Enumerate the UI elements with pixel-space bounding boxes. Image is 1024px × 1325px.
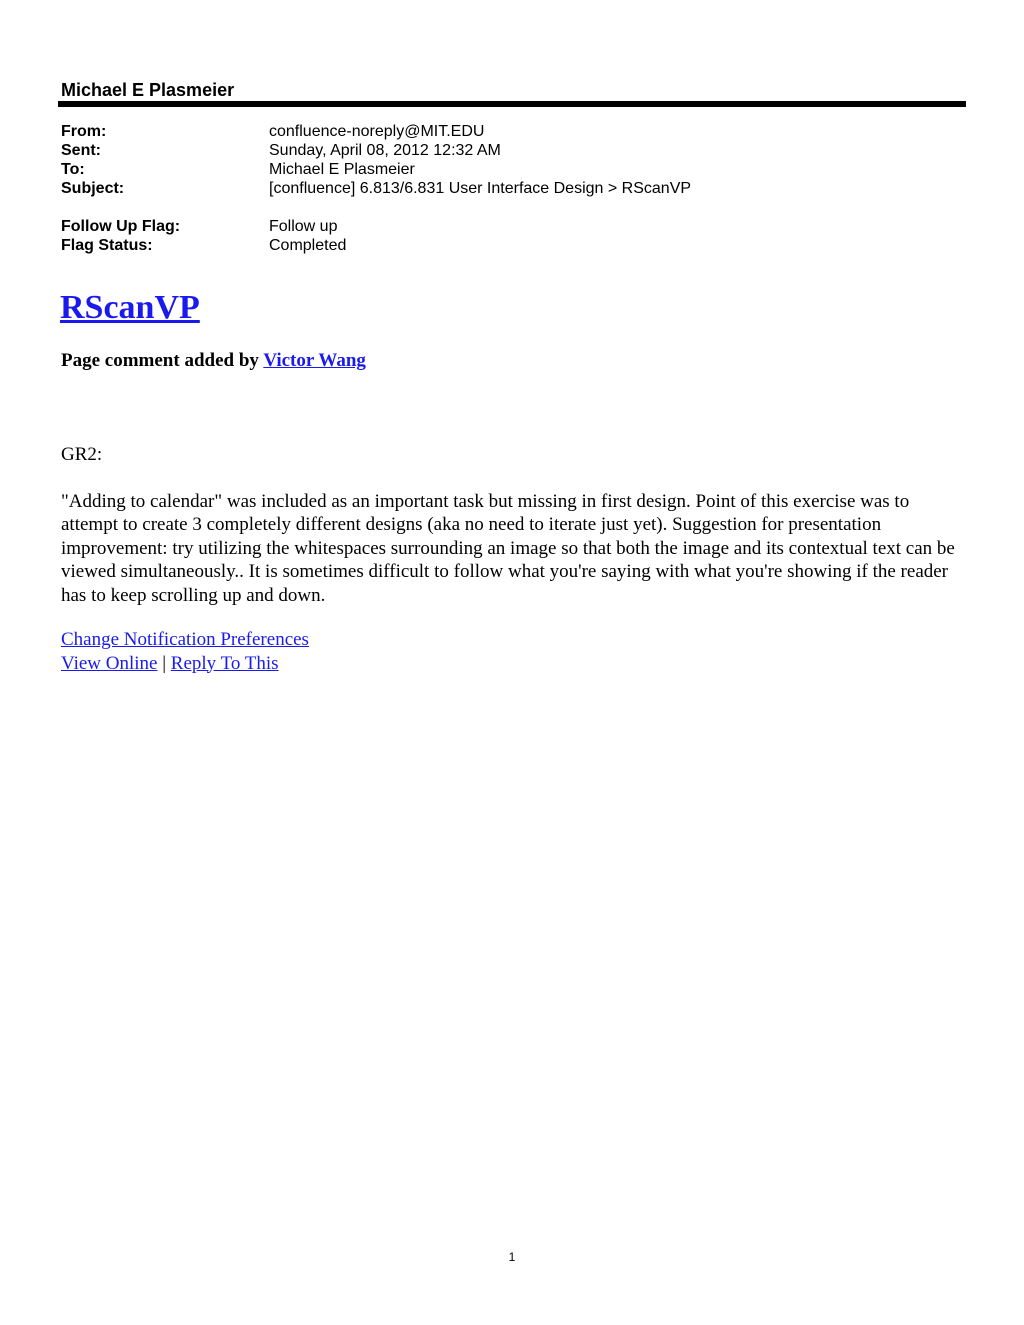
section-label: GR2: [61,444,103,465]
page-number: 1 [508,1250,516,1264]
sent-label: Sent: [61,142,101,159]
from-value: confluence-noreply@MIT.EDU [269,123,485,140]
comment-body: "Adding to calendar" was included as an important task but missing in first design. Point of this exercise was to attempt to create 3 completely different designs (aka no need to iterate just yet). Suggestion for presentation improvement: try utilizing the whitespaces surrounding an image so that both the image and its contextual text can be viewed simultaneously.. It is sometimes difficult to follow what you're saying with what you're showing if the reader has to keep scrolling up and down. [61,491,955,606]
header-spacer [61,198,691,217]
owner-name: Michael E Plasmeier [61,80,235,100]
to-label: To: [61,161,85,178]
header-from [61,122,691,141]
header-flag-status [61,236,691,255]
flag-status-label: Flag Status: [61,237,153,254]
to-value: Michael E Plasmeier [269,161,415,178]
change-preferences-link[interactable]: Change Notification Preferences [61,629,309,650]
follow-up-flag-value: Follow up [269,218,338,235]
flag-status-value: Completed [269,237,347,254]
subject-value: [confluence] 6.813/6.831 User Interface Design > RScanVP [269,180,692,197]
sent-value: Sunday, April 08, 2012 12:32 AM [269,142,501,159]
header-sent [61,141,691,160]
follow-up-flag-label: Follow Up Flag: [61,218,181,235]
link-separator: | [157,652,171,674]
header-to [61,160,691,179]
header-divider [58,101,966,107]
view-online-link[interactable]: View Online [61,652,158,674]
comment-prefix: Page comment added by [61,350,264,371]
author-link[interactable]: Victor Wang [263,350,366,371]
page-title-link[interactable]: RScanVP [60,289,200,326]
header-subject [61,179,691,198]
subject-label: Subject: [61,180,125,197]
header-follow-up-flag [61,217,691,236]
from-label: From: [61,123,107,140]
comment-attribution [61,350,366,372]
footer-links [61,628,309,675]
email-headers [61,122,691,255]
reply-link[interactable]: Reply To This [170,652,279,674]
